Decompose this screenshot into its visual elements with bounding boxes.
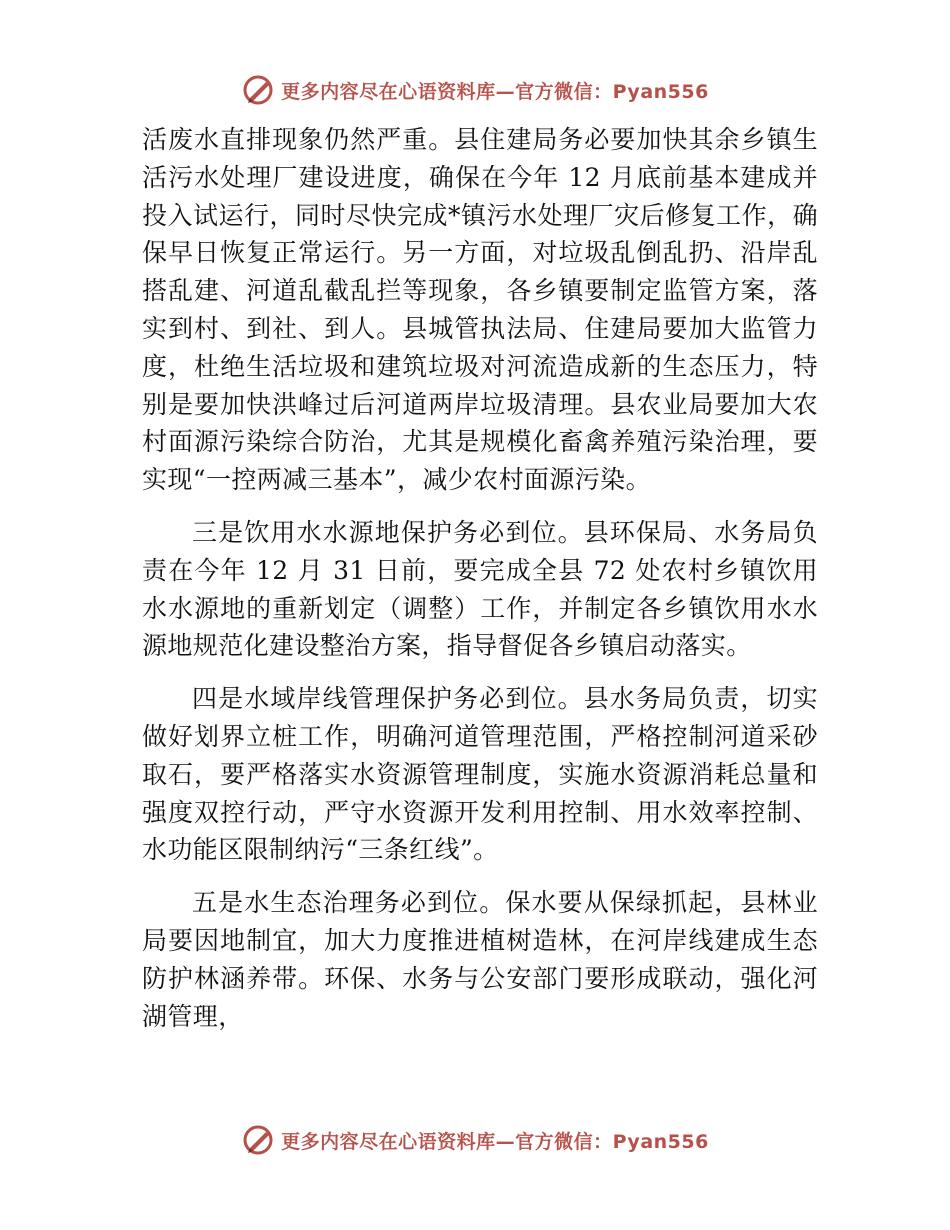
footer-banner-text: 更多内容尽在心语资料库—官方微信：Pyan556 (281, 1130, 709, 1153)
paragraph-continued: 活废水直排现象仍然严重。县住建局务必要加快其余乡镇生活污水处理厂建设进度，确保在今年 12 月底前基本建成并投入试运行，同时尽快完成*镇污水处理厂灾后修复工作，确保早日恢复正常运行。另一方面，对垃圾乱倒乱扔、沿岸乱搭乱建、河道乱截乱拦等现象，各乡镇要制定监管方案，落实到村、到社、到人。县城管执法局、住建局要加大监管力度，杜绝生活垃圾和建筑垃圾对河流造成新的生态压力，特别是要加快洪峰过后河道两岸垃圾清理。县农业局要加大农村面源污染综合防治，尤其是规模化畜禽养殖污染治理，要实现“一控两减三基本”，减少农村面源污染。 (142, 125, 818, 495)
pen-logo-icon (241, 73, 275, 107)
paragraph-ecology: 五是水生态治理务必到位。保水要从保绿抓起，县林业局要因地制宜，加大力度推进植树造林，在河岸线建成生态防护林涵养带。环保、水务与公安部门要形成联动，强化河湖管理， (142, 888, 818, 1031)
footer-banner (0, 1120, 950, 1160)
paragraph-drinking-water: 三是饮用水水源地保护务必到位。县环保局、水务局负责在今年 12 月 31 日前，要完成全县 72 处农村乡镇饮用水水源地的重新划定（调整）工作，并制定各乡镇饮用水水源地规范化建设整治方案，指导督促各乡镇启动落实。 (142, 517, 818, 661)
paragraph-shoreline: 四是水域岸线管理保护务必到位。县水务局负责，切实做好划界立桩工作，明确河道管理范围，严格控制河道采砂取石，要严格落实水资源管理制度，实施水资源消耗总量和强度双控行动，严守水资源开发利用控制、用水效率控制、水功能区限制纳污“三条红线”。 (142, 684, 818, 865)
pen-logo-icon (241, 1123, 275, 1157)
header-banner (0, 70, 950, 110)
document-body (142, 121, 818, 1035)
header-banner-text: 更多内容尽在心语资料库—官方微信：Pyan556 (281, 80, 709, 103)
